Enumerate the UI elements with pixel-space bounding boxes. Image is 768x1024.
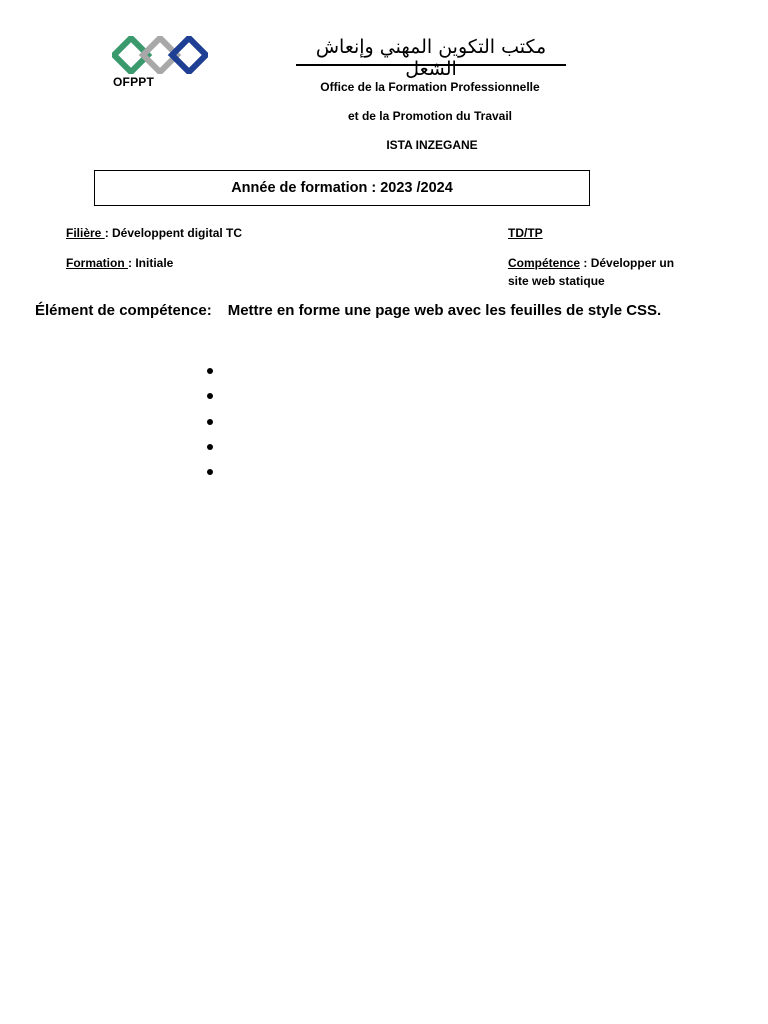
competence-label: Compétence	[508, 256, 581, 270]
bullet-icon	[207, 444, 213, 450]
title-underline	[296, 64, 566, 66]
training-year-box	[94, 170, 590, 206]
institute-name: ISTA INZEGANE	[386, 138, 478, 152]
bullet-icon	[207, 393, 213, 399]
bullet-icon	[207, 368, 213, 374]
bullet-icon	[207, 419, 213, 425]
td-tp-label: TD/TP	[508, 226, 543, 240]
element-competence-line	[35, 302, 661, 319]
element-competence-value: Mettre en forme une page web avec les feuilles de style CSS.	[227, 302, 662, 319]
competence-field	[508, 254, 708, 290]
logo-caption: OFPPT	[113, 75, 155, 89]
ofppt-logo-icon	[112, 36, 208, 74]
competence-value-line1: : Développer un	[580, 256, 675, 270]
office-name-line1: Office de la Formation Professionnelle	[320, 80, 540, 94]
filiere-value: : Développent digital TC	[104, 226, 243, 240]
bullet-icon	[207, 469, 213, 475]
office-name-line2: et de la Promotion du Travail	[347, 109, 513, 123]
filiere-field	[66, 224, 242, 242]
filiere-label: Filière	[66, 226, 105, 240]
element-competence-label: Élément de compétence:	[35, 302, 212, 319]
formation-value: : Initiale	[128, 256, 174, 270]
arabic-organization-name: مكتب التكوين المهني وإنعاش الشغل	[315, 36, 547, 80]
training-year-text: Année de formation : 2023 /2024	[231, 180, 453, 196]
competence-value-line2: site web statique	[508, 274, 605, 288]
formation-label: Formation	[66, 256, 128, 270]
formation-field	[66, 254, 173, 272]
